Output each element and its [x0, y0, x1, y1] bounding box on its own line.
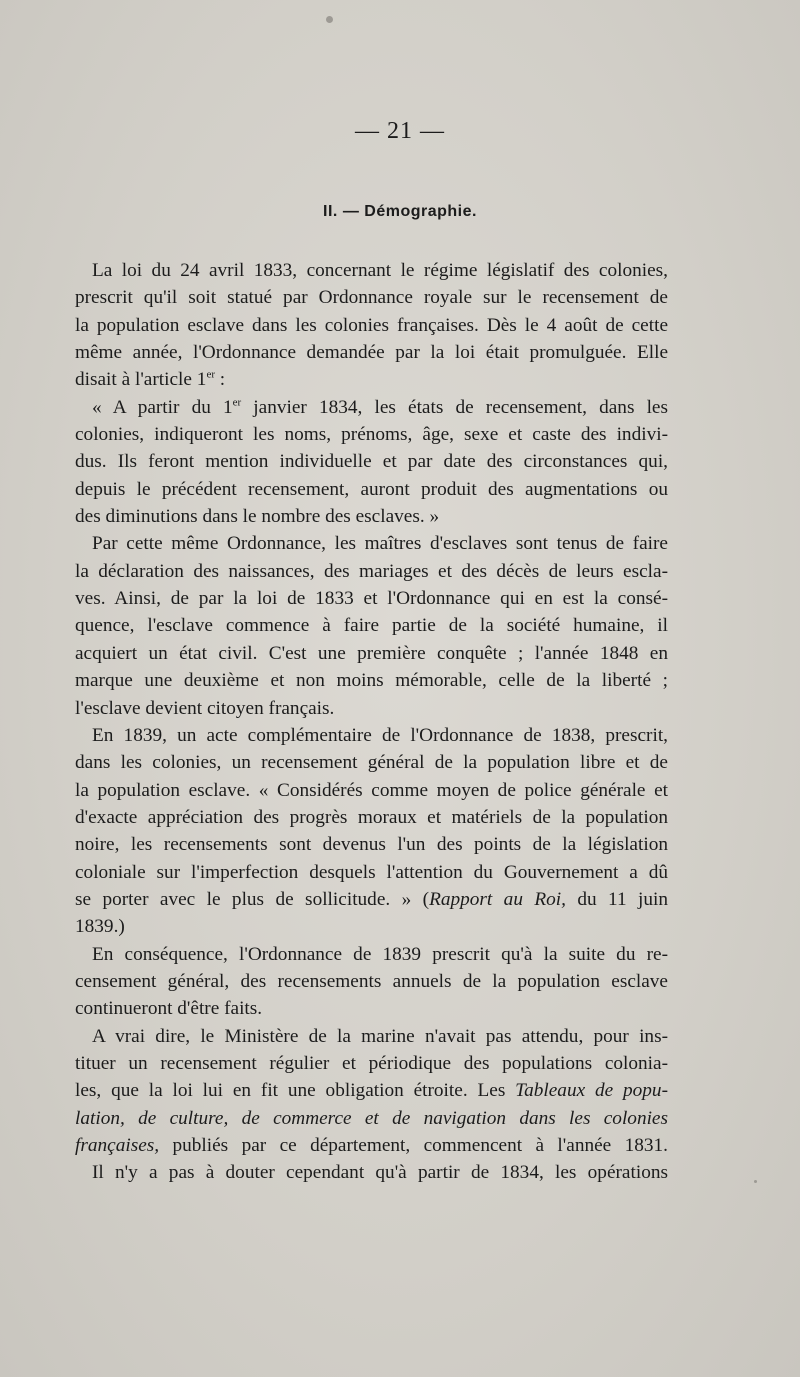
text-line: continueront d'être faits.: [75, 998, 263, 1020]
body-text: [75, 257, 668, 1187]
text-line: A vrai dire, le Ministère de la marine n'avait pas attendu, pour ins-: [92, 1025, 668, 1047]
text-line: quence, l'esclave commence à faire partie de la société humaine, il: [75, 615, 668, 637]
page-number: — 21 —: [355, 118, 445, 144]
text-line: coloniale sur l'imperfection desquels l'attention du Gouvernement a dû: [75, 861, 668, 883]
text-line: d'exacte appréciation des progrès moraux et matériels de la population: [75, 806, 668, 828]
text-line: disait à l'article 1er :: [75, 368, 226, 391]
text-line: même année, l'Ordonnance demandée par la loi était promulguée. Elle: [75, 342, 668, 364]
text-line: tituer un recensement régulier et périodique des populations colonia-: [75, 1052, 668, 1074]
text-line: prescrit qu'il soit statué par Ordonnance royale sur le recensement de: [75, 287, 668, 309]
text-line: dus. Ils feront mention individuelle et par date des circonstances qui,: [75, 451, 668, 473]
paper-speck: [754, 1180, 757, 1183]
text-line: En 1839, un acte complémentaire de l'Ordonnance de 1838, prescrit,: [92, 724, 668, 746]
text-line: En conséquence, l'Ordonnance de 1839 prescrit qu'à la suite du re-: [92, 943, 668, 965]
text-line: noire, les recensements sont devenus l'un des points de la législation: [75, 834, 668, 856]
text-line: la déclaration des naissances, des mariages et des décès de leurs escla-: [75, 560, 668, 582]
text-line: la population esclave dans les colonies françaises. Dès le 4 août de cette: [75, 314, 668, 336]
text-line: censement général, des recensements annuels de la population esclave: [75, 970, 668, 992]
text-line: depuis le précédent recensement, auront produit des augmentations ou: [75, 478, 668, 500]
text-line: ves. Ainsi, de par la loi de 1833 et l'Ordonnance qui en est la consé-: [75, 588, 668, 610]
text-line: lation, de culture, de commerce et de navigation dans les colonies: [75, 1107, 668, 1129]
text-line: Par cette même Ordonnance, les maîtres d'esclaves sont tenus de faire: [92, 533, 668, 555]
paper-speck: [326, 16, 333, 23]
text-line: des diminutions dans le nombre des esclaves. »: [75, 506, 440, 528]
text-line: dans les colonies, un recensement général de la population libre et de: [75, 752, 668, 774]
text-line: la population esclave. « Considérés comme moyen de police générale et: [75, 779, 668, 801]
text-line: les, que la loi lui en fit une obligation étroite. Les Tableaux de popu-: [75, 1080, 668, 1102]
text-line: l'esclave devient citoyen français.: [75, 697, 335, 719]
text-line: « A partir du 1er janvier 1834, les états de recensement, dans les: [92, 396, 668, 418]
text-line: se porter avec le plus de sollicitude. » (Rapport au Roi, du 11 juin: [75, 888, 668, 910]
text-line: La loi du 24 avril 1833, concernant le régime législatif des colonies,: [92, 260, 668, 281]
text-line: Il n'y a pas à douter cependant qu'à partir de 1834, les opérations: [92, 1162, 668, 1184]
text-line: 1839.): [75, 916, 125, 938]
section-title: II. — Démographie.: [323, 203, 477, 220]
text-line: marque une deuxième et non moins mémorable, celle de la liberté ;: [75, 670, 668, 692]
text-line: acquiert un état civil. C'est une première conquête ; l'année 1848 en: [75, 642, 668, 664]
text-line: colonies, indiqueront les noms, prénoms, âge, sexe et caste des indivi-: [75, 424, 668, 446]
text-line: françaises, publiés par ce département, commencent à l'année 1831.: [75, 1135, 668, 1156]
